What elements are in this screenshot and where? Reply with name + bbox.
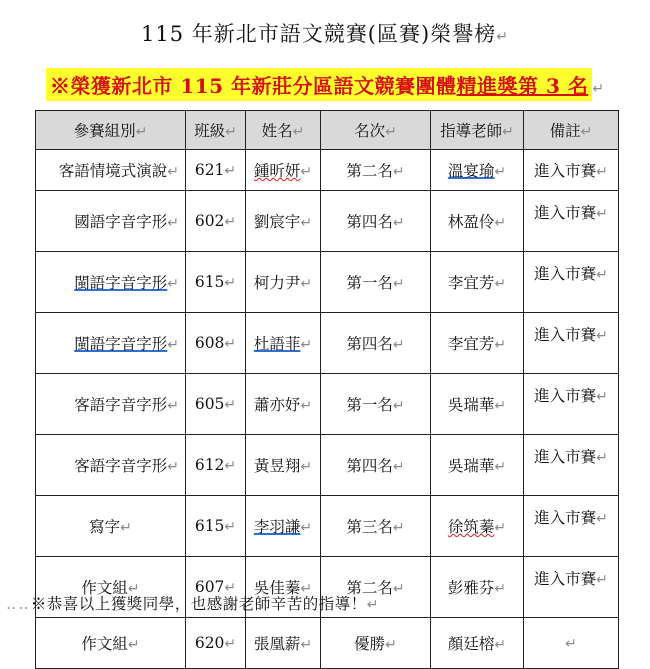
header-class: 班級↵ [186, 111, 246, 150]
paragraph-mark-icon: ↵ [366, 597, 379, 613]
cell-rank: 優勝↵ [321, 618, 431, 669]
cell-note: 進入市賽↵ [524, 150, 619, 191]
cell-note: 進入市賽↵ [524, 191, 619, 252]
cell-rank: 第四名↵ [321, 313, 431, 374]
header-rank: 名次↵ [321, 111, 431, 150]
table-row [36, 252, 619, 313]
paragraph-mark-icon: ↵ [496, 29, 509, 45]
cell-event: 客語情境式演說↵ [36, 150, 186, 191]
cell-teacher: 溫宴瑜↵ [431, 150, 524, 191]
cell-class: 621↵ [186, 150, 246, 191]
table-row [36, 496, 619, 557]
cell-event: 國語字音字形↵ [36, 191, 186, 252]
cell-event: 客語字音字形↵ [36, 374, 186, 435]
cell-class: 615↵ [186, 496, 246, 557]
header-teacher: 指導老師↵ [431, 111, 524, 150]
cell-rank: 第四名↵ [321, 435, 431, 496]
cell-name: 鍾昕妍↵ [246, 150, 321, 191]
cell-teacher: 徐筑蓁↵ [431, 496, 524, 557]
cell-event: 作文組↵ [36, 618, 186, 669]
cell-note: 進入市賽↵ [524, 435, 619, 496]
cell-note: ↵ [524, 618, 619, 669]
cell-rank: 第二名↵ [321, 557, 431, 618]
cell-teacher: 李宜芳↵ [431, 252, 524, 313]
award-banner [0, 68, 650, 101]
cell-teacher: 顏廷榕↵ [431, 618, 524, 669]
header-name: 姓名↵ [246, 111, 321, 150]
cell-note: 進入市賽↵ [524, 374, 619, 435]
table-row [36, 150, 619, 191]
cell-note: 進入市賽↵ [524, 496, 619, 557]
cell-rank: 第一名↵ [321, 374, 431, 435]
footer-note [6, 592, 379, 614]
cell-name: 黃昱翔↵ [246, 435, 321, 496]
cell-class: 620↵ [186, 618, 246, 669]
cell-teacher: 吳瑞華↵ [431, 374, 524, 435]
cell-teacher: 彭雅芬↵ [431, 557, 524, 618]
page-title [0, 18, 650, 48]
cell-teacher: 李宜芳↵ [431, 313, 524, 374]
cell-class: 608↵ [186, 313, 246, 374]
award-suffix: 第 3 名 [518, 74, 589, 98]
table-row [36, 374, 619, 435]
cell-name: 劉宸宇↵ [246, 191, 321, 252]
footer-text: ※恭喜以上獲獎同學，也感謝老師辛苦的指導！ [30, 595, 367, 613]
page-title-text: 115 年新北市語文競賽(區賽)榮譽榜 [141, 22, 497, 46]
table-row [36, 191, 619, 252]
cell-name: 李羽謙↵ [246, 496, 321, 557]
award-prefix: ※榮獲新北市 115 年新莊分區語文競賽團體 [49, 74, 457, 98]
leader-dots: ‥‥ [6, 595, 31, 613]
cell-class: 615↵ [186, 252, 246, 313]
cell-rank: 第四名↵ [321, 191, 431, 252]
cell-rank: 第三名↵ [321, 496, 431, 557]
cell-note: 進入市賽↵ [524, 252, 619, 313]
cell-note: 進入市賽↵ [524, 313, 619, 374]
header-event: 參賽組別↵ [36, 111, 186, 150]
cell-teacher: 林盈伶↵ [431, 191, 524, 252]
cell-name: 吳佳蓁↵ [246, 557, 321, 618]
table-row [36, 618, 619, 669]
table-row [36, 435, 619, 496]
cell-class: 605↵ [186, 374, 246, 435]
cell-name: 柯力尹↵ [246, 252, 321, 313]
cell-name: 蕭亦妤↵ [246, 374, 321, 435]
cell-class: 607↵ [186, 557, 246, 618]
cell-event: 寫字↵ [36, 496, 186, 557]
honor-table [35, 110, 619, 669]
table-header-row [36, 111, 619, 150]
cell-name: 杜語菲↵ [246, 313, 321, 374]
cell-rank: 第二名↵ [321, 150, 431, 191]
cell-event: 閩語字音字形↵ [36, 313, 186, 374]
header-note: 備註↵ [524, 111, 619, 150]
cell-rank: 第一名↵ [321, 252, 431, 313]
table-row [36, 313, 619, 374]
cell-note: 進入市賽↵ [524, 557, 619, 618]
award-highlight [46, 68, 593, 101]
award-underlined: 精進獎 [456, 74, 519, 98]
cell-name: 張凰薪↵ [246, 618, 321, 669]
paragraph-mark-icon: ↵ [592, 81, 605, 97]
cell-event: 客語字音字形↵ [36, 435, 186, 496]
cell-event: 閩語字音字形↵ [36, 252, 186, 313]
cell-class: 602↵ [186, 191, 246, 252]
cell-teacher: 吳瑞華↵ [431, 435, 524, 496]
cell-event: 作文組↵ [36, 557, 186, 618]
cell-class: 612↵ [186, 435, 246, 496]
